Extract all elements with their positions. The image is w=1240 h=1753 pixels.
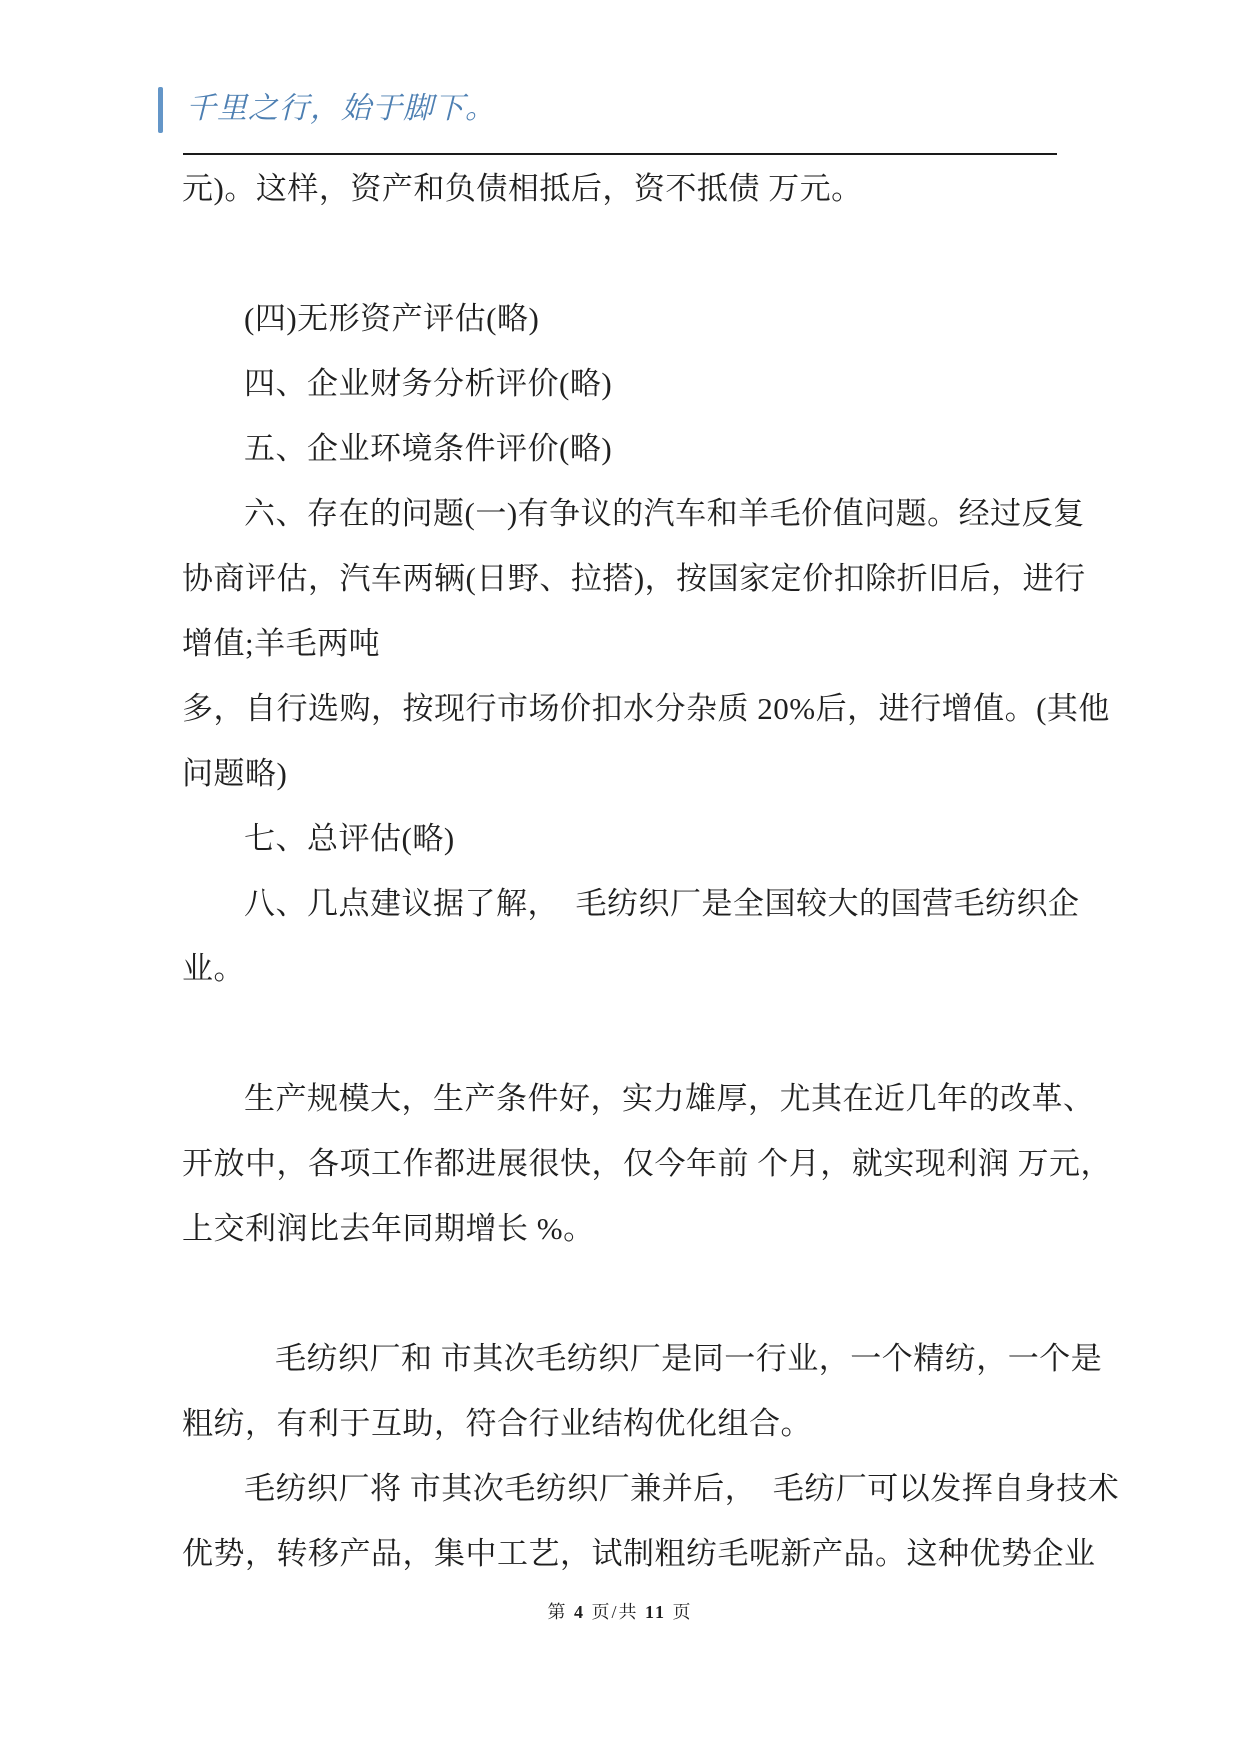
text-line: (四)无形资产评估(略) — [244, 301, 540, 336]
footer-page-number: 4 — [573, 1602, 585, 1622]
text-line: 优势，转移产品，集中工艺，试制粗纺毛呢新产品。这种优势企业 — [182, 1536, 1096, 1571]
page-footer — [0, 1597, 1240, 1627]
text-line: 八、几点建议据了解， 毛纺织厂是全国较大的国营毛纺织企 — [244, 886, 1080, 921]
text-line: 毛纺织厂和 市其次毛纺织厂是同一行业，一个精纺，一个是 — [275, 1341, 1103, 1376]
footer-text: 第 — [547, 1602, 574, 1622]
text-line: 增值;羊毛两吨 — [182, 626, 381, 661]
footer-page-number: 11 — [645, 1602, 667, 1622]
text-line: 六、存在的问题(一)有争议的汽车和羊毛价值问题。经过反复 — [244, 496, 1085, 531]
text-line: 问题略) — [182, 756, 288, 791]
text-line: 四、企业财务分析评价(略) — [244, 366, 613, 401]
text-line: 生产规模大，生产条件好，实力雄厚，尤其在近几年的改革、 — [244, 1081, 1095, 1116]
text-line: 七、总评估(略) — [244, 821, 455, 856]
text-line: 协商评估，汽车两辆(日野、拉搭)，按国家定价扣除折旧后，进行 — [182, 561, 1086, 596]
footer-text: 页/共 — [584, 1602, 645, 1622]
footer-text: 页 — [666, 1602, 693, 1622]
text-line: 多，自行选购，按现行市场价扣水分杂质 20%后，进行增值。(其他 — [182, 691, 1110, 726]
text-line: 元)。这样，资产和负债相抵后，资不抵债 万元。 — [182, 171, 863, 206]
header-accent-bar — [158, 87, 163, 133]
header-motto: 千里之行，始于脚下。 — [186, 92, 496, 125]
text-line: 上交利润比去年同期增长 %。 — [182, 1211, 595, 1246]
document-body — [182, 156, 1120, 1586]
blank-line — [182, 221, 1068, 286]
header-divider — [183, 153, 1057, 155]
text-line: 五、企业环境条件评价(略) — [244, 431, 613, 466]
text-line: 粗纺，有利于互助，符合行业结构优化组合。 — [182, 1406, 812, 1441]
blank-line — [182, 1261, 1068, 1326]
text-line: 业。 — [182, 951, 245, 986]
blank-line — [182, 1001, 1068, 1066]
text-line: 开放中，各项工作都进展很快，仅今年前 个月，就实现利润 万元， — [182, 1146, 1112, 1181]
text-line: 毛纺织厂将 市其次毛纺织厂兼并后， 毛纺厂可以发挥自身技术 — [244, 1471, 1120, 1506]
